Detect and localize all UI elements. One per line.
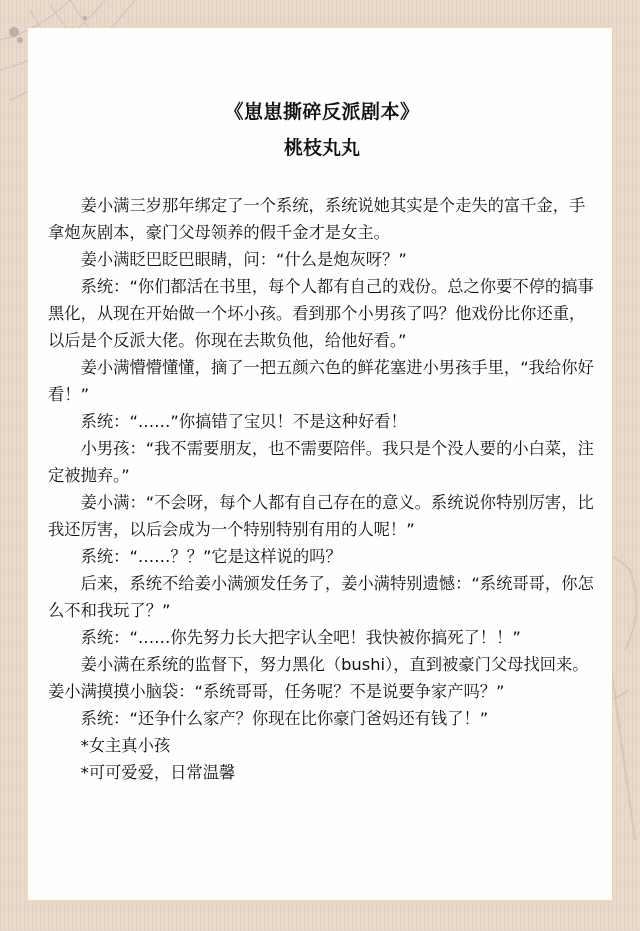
paragraph: 小男孩：“我不需要朋友，也不需要陪伴。我只是个没人要的小白菜，注定被抛弃。” — [48, 439, 594, 485]
paragraph: 姜小满懵懵懂懂，摘了一把五颜六色的鲜花塞进小男孩手里，“我给你好看！” — [48, 358, 594, 404]
paragraph: 姜小满眨巴眨巴眼睛，问：“什么是炮灰呀？” — [80, 250, 407, 269]
paragraph: 系统：“还争什么家产？你现在比你豪门爸妈还有钱了！” — [80, 709, 489, 728]
paragraph: 姜小满三岁那年绑定了一个系统，系统说她其实是个走失的富千金，手拿炮灰剧本，豪门父母领养的假千金才是女主。 — [48, 196, 586, 242]
paragraph: 姜小满在系统的监督下，努力黑化（bushi），直到被豪门父母找回来。姜小满摸摸小脑袋：“系统哥哥，任务呢？不是说要争家产吗？” — [48, 655, 589, 701]
paragraph: 系统：“……你先努力长大把字认全吧！我快被你搞死了！！” — [80, 628, 521, 647]
paragraph: 系统：“……？？”它是这样说的吗？ — [80, 547, 342, 566]
tag-line: *可可爱爱，日常温馨 — [80, 763, 236, 782]
book-title: 《崽崽撕碎反派剧本》 — [224, 101, 420, 123]
paragraph: 系统：“你们都活在书里，每个人都有自己的戏份。总之你要不停的搞事黑化，从现在开始做一个坏小孩。看到那个小男孩了吗？他戏份比你还重，以后是个反派大佬。你现在去欺负他，给他好看。” — [48, 277, 594, 350]
tag-line: *女主真小孩 — [80, 736, 171, 755]
paragraph: 后来，系统不给姜小满颁发任务了，姜小满特别遗憾：“系统哥哥，你怎么不和我玩了？” — [48, 574, 594, 620]
author-name: 桃枝丸丸 — [283, 137, 360, 159]
book-intro — [48, 100, 596, 786]
paragraph: 姜小满：“不会呀，每个人都有自己存在的意义。系统说你特别厉害，比我还厉害，以后会成为一个特别特别有用的人呢！” — [48, 493, 594, 539]
paragraph: 系统：“……”你搞错了宝贝！不是这种好看！ — [80, 412, 407, 431]
